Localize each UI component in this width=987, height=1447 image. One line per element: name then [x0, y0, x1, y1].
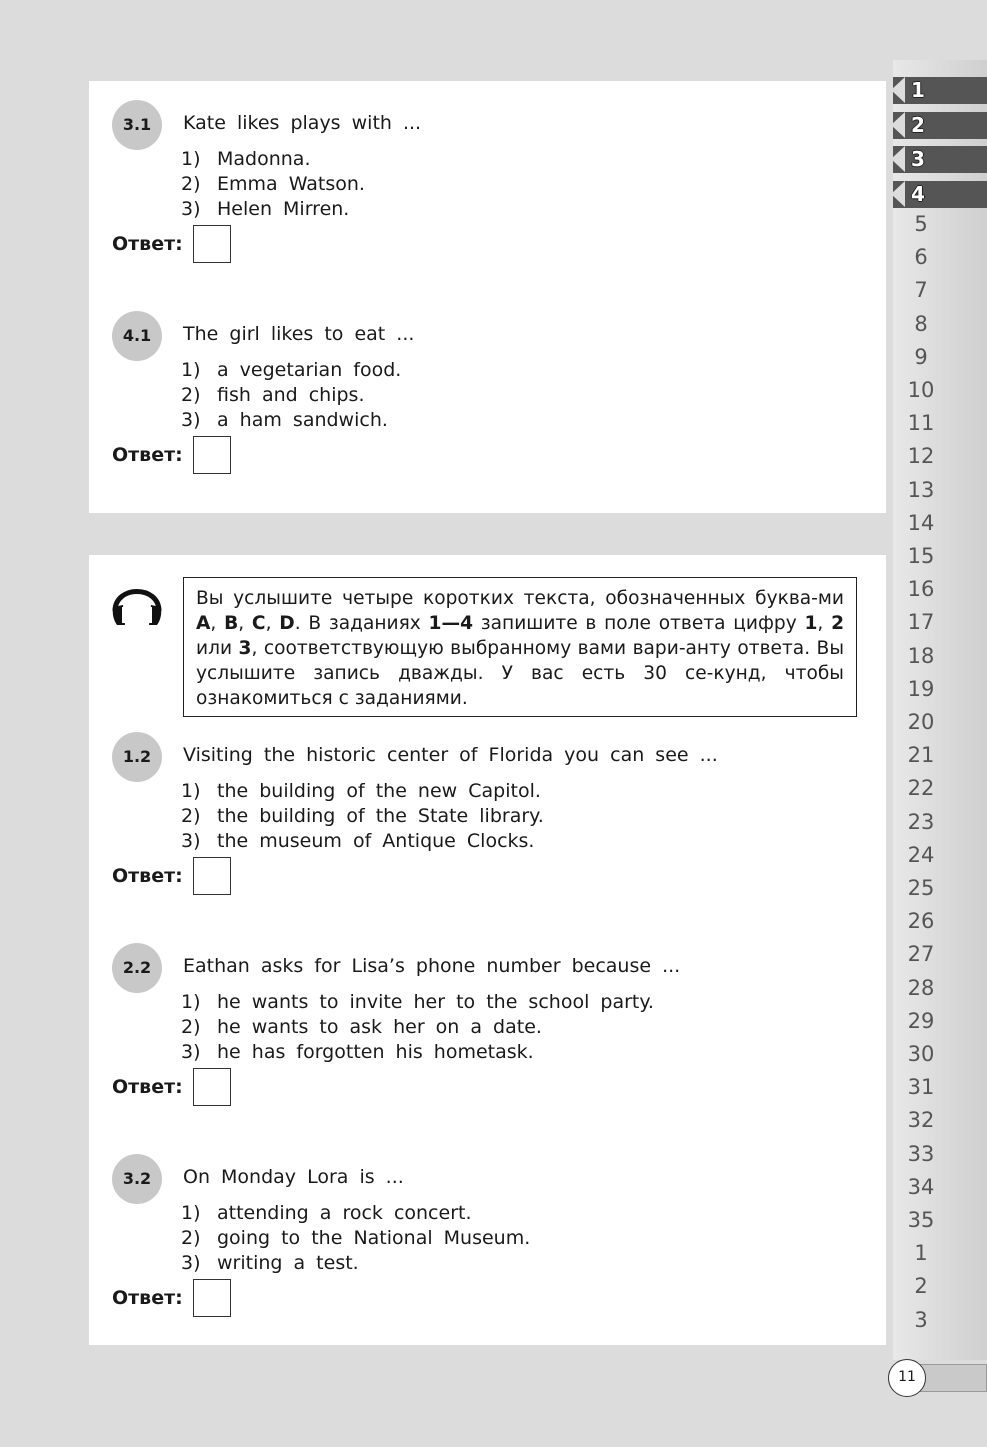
side-number[interactable]: 34 [907, 1174, 935, 1199]
section-tab-1[interactable]: 1 [893, 77, 987, 104]
task-question: The girl likes to eat ... [183, 323, 415, 345]
side-number[interactable]: 29 [907, 1008, 935, 1033]
side-number[interactable]: 35 [907, 1208, 935, 1232]
task-3-1 [89, 100, 886, 270]
side-number[interactable]: 12 [907, 444, 935, 469]
section-tab-3[interactable]: 3 [893, 146, 987, 173]
answer-box[interactable] [193, 857, 231, 895]
side-number[interactable]: 11 [907, 411, 935, 436]
side-number[interactable]: 3 [914, 1307, 928, 1332]
task-panel-2 [89, 555, 886, 1345]
task-number-badge: 3.2 [112, 1154, 162, 1204]
option-item: 2) Emma Watson. [181, 173, 365, 195]
side-number[interactable]: 7 [914, 278, 928, 303]
task-3-2 [89, 1154, 886, 1324]
side-number[interactable]: 8 [914, 311, 928, 336]
options-list [181, 358, 401, 433]
option-item: 3) Helen Mirren. [181, 198, 350, 220]
side-number[interactable]: 2 [914, 1274, 928, 1299]
side-number[interactable]: 30 [907, 1042, 935, 1066]
answer-box[interactable] [193, 1068, 231, 1106]
side-number[interactable]: 6 [914, 245, 928, 270]
side-number[interactable]: 17 [907, 610, 935, 635]
side-number[interactable]: 23 [907, 809, 935, 834]
side-number[interactable]: 26 [907, 909, 935, 934]
task-question: Eathan asks for Lisa’s phone number because ... [183, 955, 681, 977]
side-number[interactable]: 28 [907, 975, 935, 1000]
option-item: 2) fish and chips. [181, 384, 365, 406]
side-number[interactable]: 27 [907, 942, 935, 967]
side-number[interactable]: 19 [907, 676, 935, 701]
side-number[interactable]: 32 [907, 1108, 935, 1133]
instructions-box: Вы услышите четыре коротких текста, обозначенных буква-ми A, B, C, D. В заданиях 1—4 запишите в поле ответа цифру 1, 2 или 3, соответствующую выбранному вами вари-анту ответа. Вы услышите запись дважды. У вас есть 30 се-кунд, чтобы ознакомиться с заданиями. [183, 577, 857, 717]
task-number-badge: 4.1 [112, 311, 162, 361]
side-number[interactable]: 25 [907, 876, 935, 900]
side-number[interactable]: 14 [907, 510, 935, 535]
side-number[interactable]: 5 [914, 212, 928, 236]
task-number-badge: 1.2 [112, 732, 162, 782]
option-item: 2) he wants to ask her on a date. [181, 1016, 542, 1038]
answer-label: Ответ: [112, 1076, 183, 1098]
option-item: 1) he wants to invite her to the school party. [181, 991, 654, 1013]
side-number[interactable]: 9 [914, 344, 928, 369]
side-number[interactable]: 31 [907, 1075, 935, 1100]
option-item: 1) attending a rock concert. [181, 1202, 472, 1224]
side-number[interactable]: 10 [907, 378, 935, 402]
options-list [181, 779, 544, 854]
headphones-icon [109, 577, 165, 629]
option-item: 3) writing a test. [181, 1252, 359, 1274]
option-item: 1) the building of the new Capitol. [181, 780, 541, 802]
side-number[interactable]: 20 [907, 710, 935, 734]
task-question: Visiting the historic center of Florida you can see ... [183, 744, 718, 766]
answer-box[interactable] [193, 1279, 231, 1317]
side-number[interactable]: 16 [907, 577, 935, 602]
side-number[interactable]: 13 [907, 477, 935, 502]
options-list [181, 990, 654, 1065]
task-number-badge: 3.1 [112, 100, 162, 150]
answer-label: Ответ: [112, 1287, 183, 1309]
side-number[interactable]: 22 [907, 776, 935, 801]
answer-box[interactable] [193, 436, 231, 474]
side-number[interactable]: 18 [907, 643, 935, 668]
side-number[interactable]: 15 [907, 544, 935, 568]
options-list [181, 147, 365, 222]
task-panel-1 [89, 81, 886, 513]
answer-box[interactable] [193, 225, 231, 263]
option-item: 3) the museum of Antique Clocks. [181, 830, 535, 852]
option-item: 1) a vegetarian food. [181, 359, 402, 381]
side-number[interactable]: 1 [914, 1241, 928, 1266]
option-item: 2) going to the National Museum. [181, 1227, 531, 1249]
section-tab-4[interactable]: 4 [893, 181, 987, 208]
task-number-badge: 2.2 [112, 943, 162, 993]
option-item: 1) Madonna. [181, 148, 311, 170]
task-4-1 [89, 311, 886, 481]
task-question: Kate likes plays with ... [183, 112, 422, 134]
answer-label: Ответ: [112, 865, 183, 887]
task-2-2 [89, 943, 886, 1113]
option-item: 2) the building of the State library. [181, 805, 544, 827]
option-item: 3) a ham sandwich. [181, 409, 388, 431]
section-tab-2[interactable]: 2 [893, 112, 987, 139]
answer-label: Ответ: [112, 444, 183, 466]
side-number[interactable]: 24 [907, 842, 935, 867]
options-list [181, 1201, 530, 1276]
side-number[interactable]: 33 [907, 1141, 935, 1166]
page-number: 11 [888, 1359, 926, 1397]
task-1-2 [89, 732, 886, 902]
task-question: On Monday Lora is ... [183, 1166, 404, 1188]
option-item: 3) he has forgotten his hometask. [181, 1041, 534, 1063]
side-number[interactable]: 21 [907, 743, 935, 768]
answer-label: Ответ: [112, 233, 183, 255]
